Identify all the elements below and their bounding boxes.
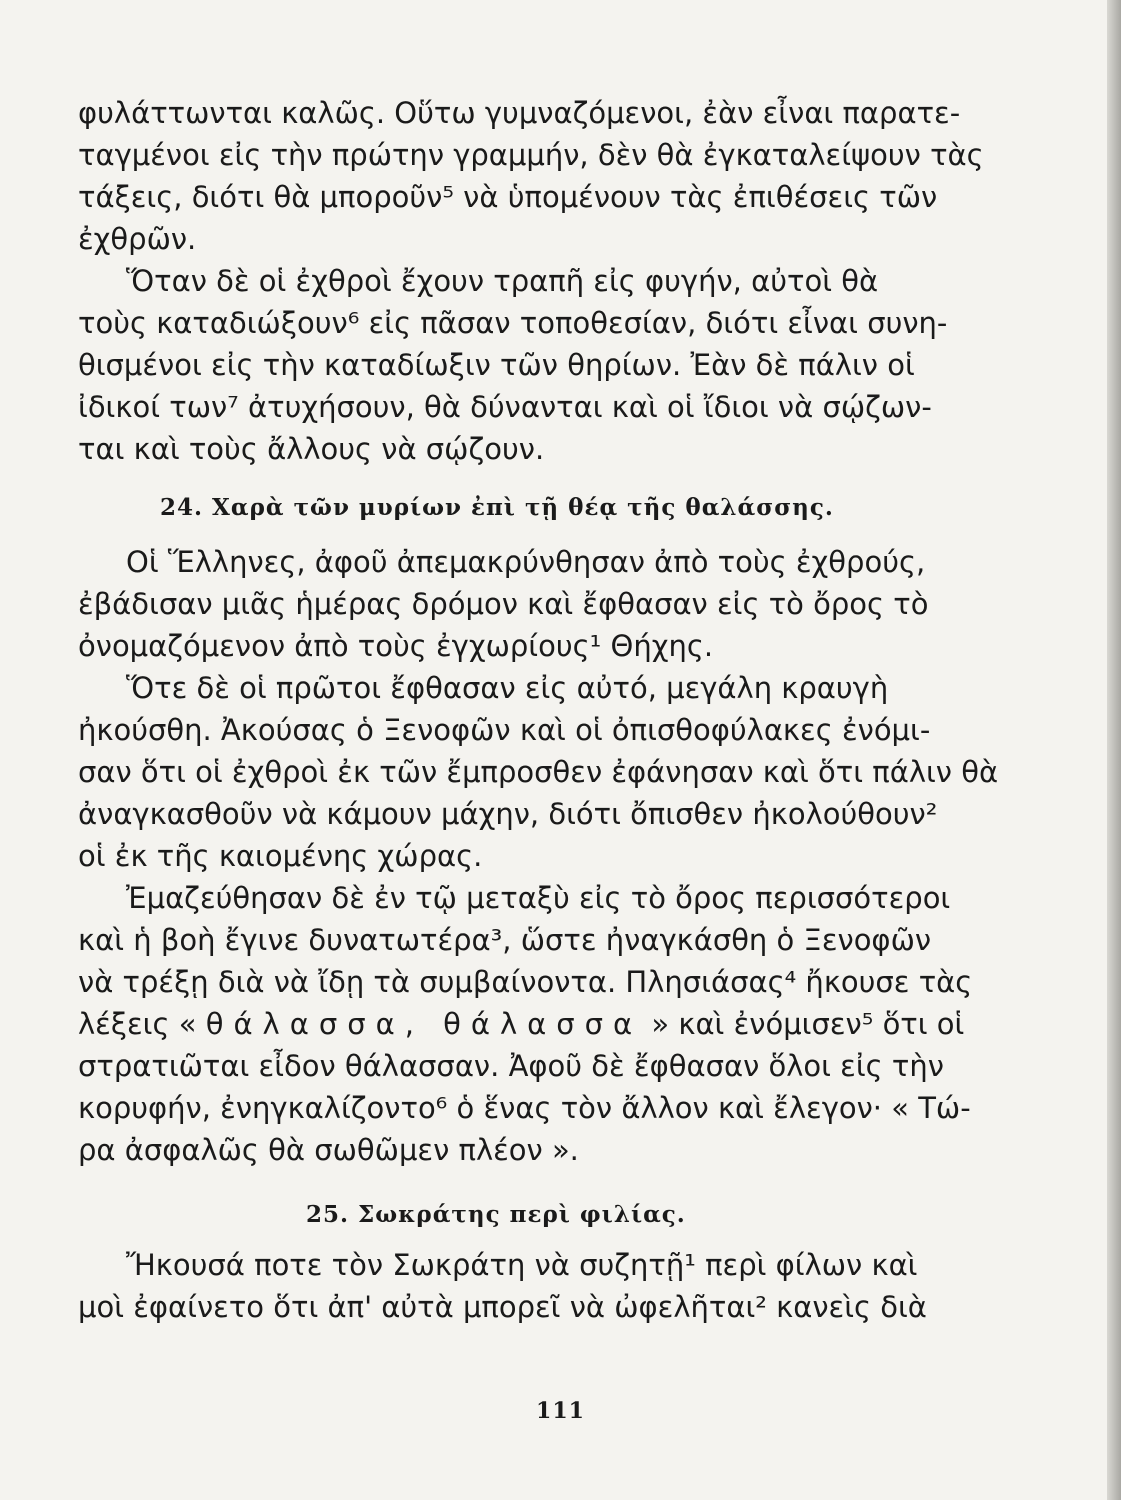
- text-line: Οἱ Ἕλληνες, ἀφοῦ ἀπεμακρύνθησαν ἀπὸ τοὺς ἐχθρούς,: [126, 545, 926, 579]
- text-line-thalassa: [78, 1003, 965, 1045]
- book-page: [78, 92, 999, 1328]
- text-line: μοὶ ἐφαίνετο ὅτι ἀπ' αὐτὰ μπορεῖ νὰ ὠφελῆται² κανεὶς διὰ: [78, 1290, 927, 1324]
- text-fragment: » καὶ ἐνόμισεν⁵ ὅτι οἱ: [651, 1007, 965, 1041]
- text-line: ἐχθρῶν.: [78, 222, 197, 256]
- paragraph-pursuit: [78, 260, 958, 470]
- text-line: τοὺς καταδιώξουν⁶ εἰς πᾶσαν τοποθεσίαν, διότι εἶναι συνη-: [78, 306, 948, 340]
- text-line: θισμένοι εἰς τὴν καταδίωξιν τῶν θηρίων. Ἐὰν δὲ πάλιν οἱ: [78, 348, 915, 382]
- text-line: ται καὶ τοὺς ἄλλους νὰ σῴζουν.: [78, 432, 545, 466]
- text-line: Ἐμαζεύθησαν δὲ ἐν τῷ μεταξὺ εἰς τὸ ὄρος περισσότεροι: [126, 881, 951, 915]
- text-line: φυλάττωνται καλῶς. Οὕτω γυμναζόμενοι, ἐὰν εἶναι παρατε-: [78, 96, 961, 130]
- text-line: σαν ὅτι οἱ ἐχθροὶ ἐκ τῶν ἔμπροσθεν ἐφάνησαν καὶ ὅτι πάλιν θὰ: [78, 755, 999, 789]
- paragraph-first-arrivals: [78, 667, 999, 877]
- text-line: ρα ἀσφαλῶς θὰ σωθῶμεν πλέον ».: [78, 1133, 579, 1167]
- text-fragment: λέξεις «: [78, 1007, 197, 1041]
- page-number: 111: [536, 1398, 585, 1424]
- text-line: ἰδικοί των⁷ ἀτυχήσουν, θὰ δύνανται καὶ οἱ ἴδιοι νὰ σῴζων-: [78, 390, 932, 424]
- text-line: ὀνομαζόμενον ἀπὸ τοὺς ἐγχωρίους¹ Θήχης.: [78, 629, 714, 663]
- text-line: Ὅταν δὲ οἱ ἐχθροὶ ἔχουν τραπῆ εἰς φυγήν, αὐτοὶ θὰ: [126, 264, 879, 298]
- text-line: Ὅτε δὲ οἱ πρῶτοι ἔφθασαν εἰς αὐτό, μεγάλη κραυγὴ: [126, 671, 889, 705]
- text-line: Ἤκουσά ποτε τὸν Σωκράτη νὰ συζητῇ¹ περὶ φίλων καὶ: [126, 1248, 918, 1282]
- page-edge-shadow: [1107, 0, 1121, 1500]
- paragraph-socrates: [78, 1244, 958, 1328]
- text-line: ταγμένοι εἰς τὴν πρώτην γραμμήν, δὲν θὰ ἐγκαταλείψουν τὰς: [78, 138, 984, 172]
- text-line: τάξεις, διότι θὰ μποροῦν⁵ νὰ ὑπομένουν τὰς ἐπιθέσεις τῶν: [78, 180, 938, 214]
- text-line: ἐβάδισαν μιᾶς ἡμέρας δρόμον καὶ ἔφθασαν εἰς τὸ ὄρος τὸ: [78, 587, 929, 621]
- paragraph-sea-shout: [78, 877, 973, 1171]
- text-line: ἠκούσθη. Ἀκούσας ὁ Ξενοφῶν καὶ οἱ ὀπισθοφύλακες ἐνόμι-: [78, 713, 931, 747]
- text-line: κορυφήν, ἐνηγκαλίζοντο⁶ ὁ ἕνας τὸν ἄλλον καὶ ἔλεγον· « Τώ-: [78, 1091, 971, 1125]
- text-line: στρατιῶται εἶδον θάλασσαν. Ἀφοῦ δὲ ἔφθασαν ὅλοι εἰς τὴν: [78, 1049, 944, 1083]
- text-line: οἱ ἐκ τῆς καιομένης χώρας.: [78, 839, 483, 873]
- section-heading-24: 24. Χαρὰ τῶν μυρίων ἐπὶ τῇ θέᾳ τῆς θαλάσσης.: [160, 494, 834, 521]
- text-line: νὰ τρέξῃ διὰ νὰ ἴδῃ τὰ συμβαίνοντα. Πλησιάσας⁴ ἤκουσε τὰς: [78, 965, 973, 999]
- section-heading-25: 25. Σωκράτης περὶ φιλίας.: [306, 1201, 686, 1228]
- paragraph-greeks-march: [78, 541, 958, 667]
- text-line: καὶ ἡ βοὴ ἔγινε δυνατωτέρα³, ὥστε ἠναγκάσθη ὁ Ξενοφῶν: [78, 923, 932, 957]
- spaced-quote-thalassa: θάλασσα, θάλασσα: [205, 1007, 643, 1041]
- paragraph-continuation: [78, 92, 984, 260]
- text-line: ἀναγκασθοῦν νὰ κάμουν μάχην, διότι ὄπισθεν ἠκολούθουν²: [78, 797, 938, 831]
